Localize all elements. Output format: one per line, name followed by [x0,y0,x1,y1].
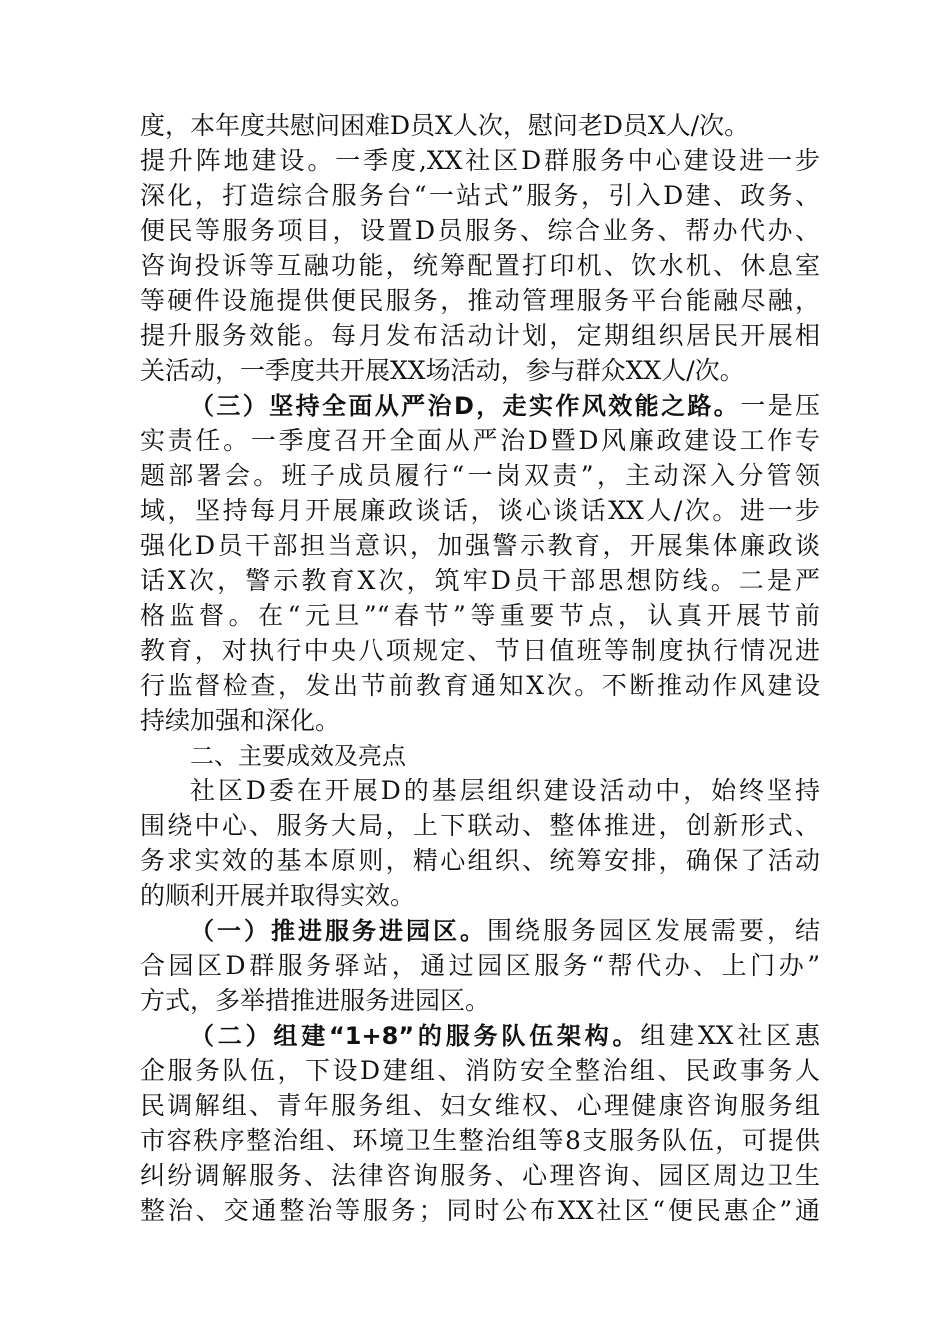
text-line [140,353,820,388]
paragraph-text: 务求实效的基本原则，精心组织、统筹安排，确保了活动 [140,846,820,875]
paragraph-text: 市容秩序整治组、环境卫生整治组等8支服务队伍，可提供 [140,1126,820,1155]
text-line [140,598,820,633]
subsection-heading: （三）坚持全面从严治D，走实作风效能之路。 [190,392,741,420]
section-heading: 二、主要成效及亮点 [190,742,406,770]
paragraph-text: 的顺利开展并取得实效。 [140,881,416,910]
text-line [140,1018,820,1053]
text-line [140,493,820,528]
paragraph-text: 组建XX社区惠 [640,1021,820,1050]
paragraph-text: 方式，多举措推进服务进园区。 [140,986,491,1015]
text-line [140,563,820,598]
text-line [140,1123,820,1158]
text-line [140,423,820,458]
text-line [140,703,820,738]
paragraph-text: 题部署会。班子成员履行“一岗双责”，主动深入分管领 [140,461,820,490]
text-line [140,528,820,563]
paragraph-text: 合园区D群服务驿站，通过园区服务“帮代办、上门办” [140,951,820,980]
text-line [140,913,820,948]
text-line [140,948,820,983]
paragraph-text: 整治、交通整治等服务；同时公布XX社区“便民惠企”通 [140,1196,820,1225]
text-line [140,1193,820,1228]
text-line [140,1088,820,1123]
text-line [140,248,820,283]
text-line [140,178,820,213]
paragraph-text: 行监督检查，发出节前教育通知X次。不断推动作风建设 [140,671,820,700]
text-line [140,668,820,703]
paragraph-text: 一是压 [740,391,820,420]
paragraph-text: 企服务队伍，下设D建组、消防安全整治组、民政事务人 [140,1056,820,1085]
paragraph-text: 提升阵地建设。一季度,XX社区D群服务中心建设进一步 [140,146,820,175]
subsection-heading: （一）推进服务进园区。 [190,917,487,945]
paragraph-text: 话X次，警示教育X次，筑牢D员干部思想防线。二是严 [140,566,820,595]
text-line [140,318,820,353]
text-line [140,878,820,913]
paragraph-text: 实责任。一季度召开全面从严治D暨D风廉政建设工作专 [140,426,820,455]
paragraph-text: 便民等服务项目，设置D员服务、综合业务、帮办代办、 [140,216,820,245]
paragraph-text: 深化，打造综合服务台“一站式”服务，引入D建、政务、 [140,181,820,210]
document-body [140,108,820,1228]
text-line [140,773,820,808]
text-line [140,388,820,423]
text-line [140,843,820,878]
paragraph-text: 围绕服务园区发展需要，结 [487,916,820,945]
text-line [140,983,820,1018]
paragraph-text: 域，坚持每月开展廉政谈话，谈心谈话XX人/次。进一步 [140,496,820,525]
text-line [140,808,820,843]
paragraph-text: 教育，对执行中央八项规定、节日值班等制度执行情况进 [140,636,820,665]
text-line [140,143,820,178]
paragraph-text: 等硬件设施提供便民服务，推动管理服务平台能融尽融， [140,286,820,315]
text-line [140,283,820,318]
text-line [140,108,820,143]
paragraph-text: 民调解组、青年服务组、妇女维权、心理健康咨询服务组 [140,1091,820,1120]
paragraph-text: 纠纷调解服务、法律咨询服务、心理咨询、园区周边卫生 [140,1161,820,1190]
paragraph-text: 持续加强和深化。 [140,706,341,735]
paragraph-text: 强化D员干部担当意识，加强警示教育，开展集体廉政谈 [140,531,820,560]
text-line [140,458,820,493]
paragraph-text: 格监督。在“元旦”“春节”等重要节点，认真开展节前 [140,601,820,630]
subsection-heading: （二）组建“1+8”的服务队伍架构。 [190,1022,641,1050]
paragraph-text: 度，本年度共慰问困难D员X人次，慰问老D员X人/次。 [140,111,750,140]
text-line [140,1053,820,1088]
paragraph-text: 社区D委在开展D的基层组织建设活动中，始终坚持 [190,776,820,805]
paragraph-text: 围绕中心、服务大局，上下联动、整体推进，创新形式、 [140,811,820,840]
text-line [140,738,820,773]
text-line [140,633,820,668]
paragraph-text: 关活动，一季度共开展XX场活动，参与群众XX人/次。 [140,356,745,385]
text-line [140,213,820,248]
paragraph-text: 咨询投诉等互融功能，统筹配置打印机、饮水机、休息室 [140,251,820,280]
paragraph-text: 提升服务效能。每月发布活动计划，定期组织居民开展相 [140,321,820,350]
text-line [140,1158,820,1193]
